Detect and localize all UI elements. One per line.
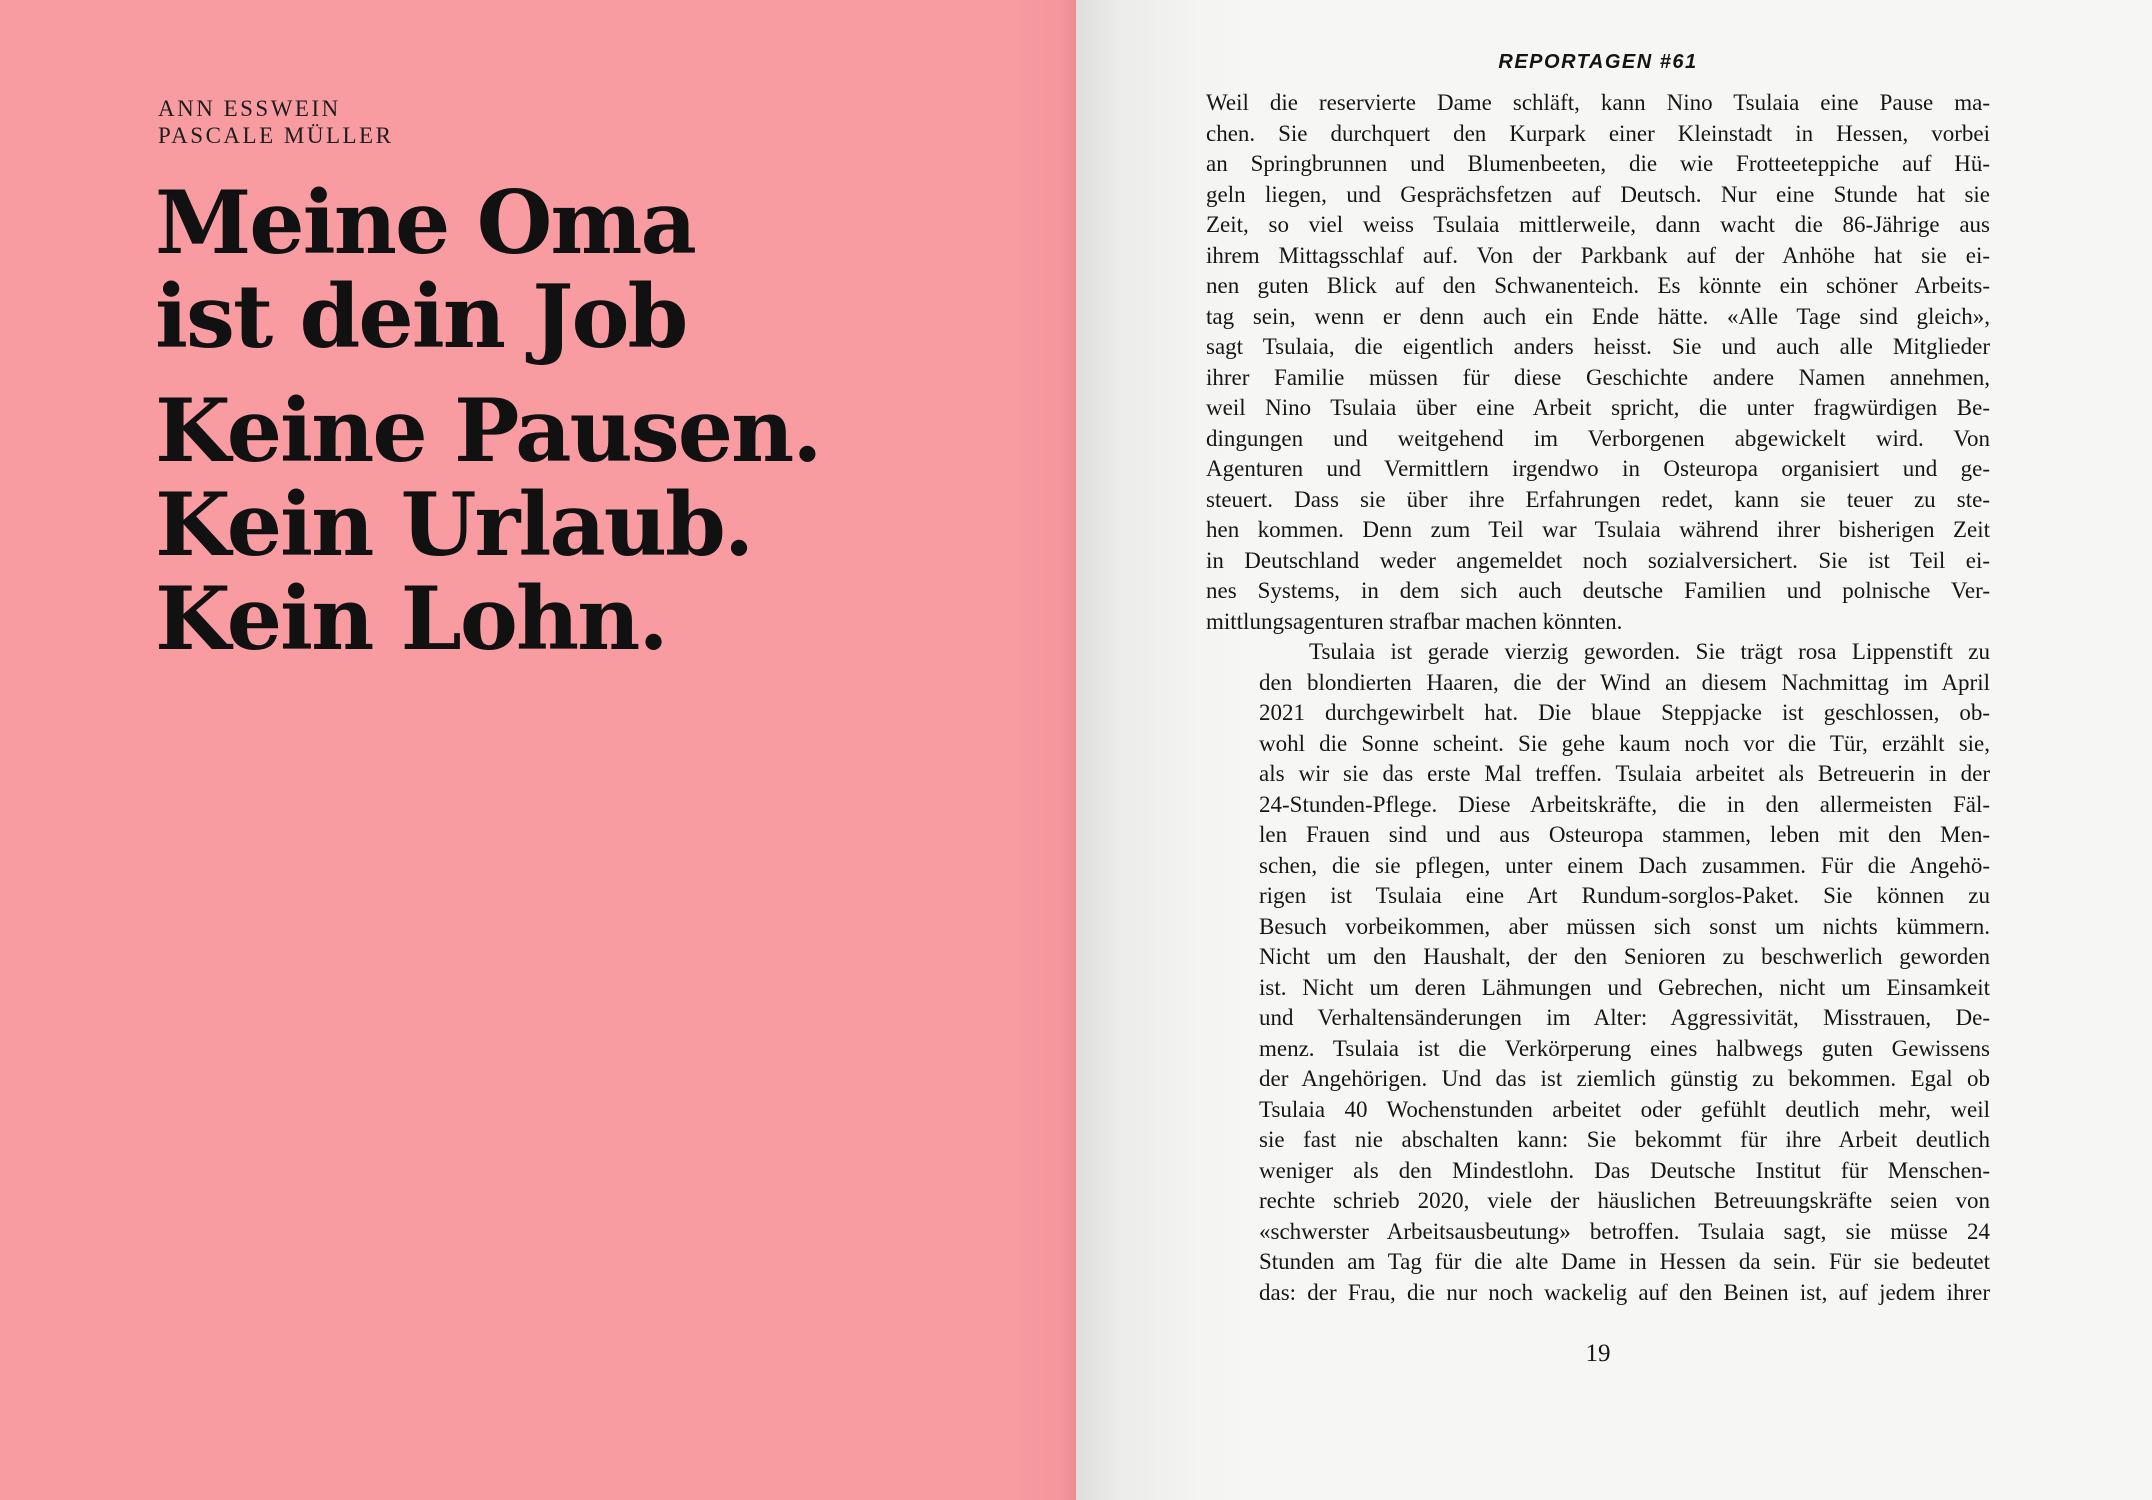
body-line: in Deutschland weder angemeldet noch sozialversichert. Sie ist Teil ei- [1206,547,1990,573]
section-header: REPORTAGEN #61 [1498,51,1698,73]
body-line: Zeit, so viel weiss Tsulaia mittlerweile, dann wacht die 86-Jährige aus [1206,212,1990,237]
body-line: 24-Stunden-Pflege. Diese Arbeitskräfte, die in den allermeisten Fäl- [1259,791,1990,817]
body-line: an Springbrunnen und Blumenbeeten, die wie Frotteeteppiche auf Hü- [1206,151,1990,176]
body-line: schen, die sie pflegen, unter einem Dach zusammen. Für die Angehö- [1259,852,1990,878]
body-line: nes Systems, in dem sich auch deutsche Familien und polnische Ver- [1206,578,1990,603]
body-line: Tsulaia ist gerade vierzig geworden. Sie trägt rosa Lippenstift zu [1309,639,1990,664]
body-line: das: der Frau, die nur noch wackelig auf den Beinen ist, auf jedem ihrer [1259,1279,1990,1305]
article-title-line: ist dein Job [155,265,687,368]
right-page [1076,0,2152,1500]
body-line: sie fast nie abschalten kann: Sie bekommt für ihre Arbeit deutlich [1259,1127,1990,1152]
body-line: sagt Tsulaia, die eigentlich anders heisst. Sie und auch alle Mitglieder [1206,334,1990,359]
body-line: rechte schrieb 2020, viele der häuslichen Betreuungskräfte seien von [1259,1188,1990,1213]
body-line: rigen ist Tsulaia eine Art Rundum-sorglos-Paket. Sie können zu [1259,883,1990,908]
body-line: chen. Sie durchquert den Kurpark einer Kleinstadt in Hessen, vorbei [1206,120,1990,146]
body-line: «schwerster Arbeitsausbeutung» betroffen. Tsulaia sagt, sie müsse 24 [1259,1218,1990,1244]
body-line: Tsulaia 40 Wochenstunden arbeitet oder gefühlt deutlich mehr, weil [1259,1096,1990,1122]
body-line: als wir sie das erste Mal treffen. Tsulaia arbeitet als Betreuerin in der [1259,761,1990,786]
body-line: weniger als den Mindestlohn. Das Deutsche Institut für Menschen- [1259,1157,1990,1183]
body-line: tag sein, wenn er denn auch ein Ende hätte. «Alle Tage sind gleich», [1206,303,1990,329]
body-line: der Angehörigen. Und das ist ziemlich günstig zu bekommen. Egal ob [1259,1066,1990,1091]
body-line: Nicht um den Haushalt, der den Senioren zu beschwerlich geworden [1259,944,1990,969]
body-line: menz. Tsulaia ist die Verkörperung eines halbwegs guten Gewissens [1259,1035,1990,1061]
body-line: 2021 durchgewirbelt hat. Die blaue Steppjacke ist geschlossen, ob- [1259,700,1990,725]
paragraph [1206,88,1990,637]
article-subtitle-line: Kein Urlaub. [155,473,753,576]
body-line: mittlungsagenturen strafbar machen könnten. [1206,608,1623,634]
body-line: Stunden am Tag für die alte Dame in Hessen da sein. Für sie bedeutet [1259,1249,1990,1274]
article-subtitle-line: Keine Pausen. [155,379,821,482]
body-line: wohl die Sonne scheint. Sie gehe kaum noch vor die Tür, erzählt sie, [1259,730,1990,756]
body-line: hen kommen. Denn zum Teil war Tsulaia während ihrer bisherigen Zeit [1206,517,1990,542]
body-line: geln liegen, und Gesprächsfetzen auf Deutsch. Nur eine Stunde hat sie [1206,181,1990,207]
article-subtitle-line: Kein Lohn. [155,567,667,670]
body-line: ihrer Familie müssen für diese Geschichte andere Namen annehmen, [1206,364,1990,390]
body-line: ihrem Mittagsschlaf auf. Von der Parkbank auf der Anhöhe hat sie ei- [1206,242,1990,268]
article-subtitle [155,379,821,670]
article-title [155,171,695,368]
author-name: PASCALE MÜLLER [158,123,394,148]
body-line: und Verhaltensänderungen im Alter: Aggressivität, Misstrauen, De- [1259,1005,1990,1030]
body-line: nen guten Blick auf den Schwanenteich. Es könnte ein schöner Arbeits- [1206,273,1990,298]
page-number: 19 [1585,1340,1611,1367]
paragraph [1259,637,1990,1308]
body-line: Agenturen und Vermittlern irgendwo in Osteuropa organisiert und ge- [1206,456,1990,481]
author-block [158,95,393,149]
body-line: Besuch vorbeikommen, aber müssen sich sonst um nichts kümmern. [1259,913,1990,939]
article-title-line: Meine Oma [155,171,695,274]
body-line: Weil die reservierte Dame schläft, kann Nino Tsulaia eine Pause ma- [1206,90,1990,115]
body-line: steuert. Dass sie über ihre Erfahrungen redet, kann sie teuer zu ste- [1206,486,1990,512]
body-line: dingungen und weitgehend im Verborgenen abgewickelt wird. Von [1206,425,1990,451]
body-text [1206,88,1990,1308]
body-line: weil Nino Tsulaia über eine Arbeit spricht, die unter fragwürdigen Be- [1206,395,1990,420]
body-line: den blondierten Haaren, die der Wind an diesem Nachmittag im April [1259,669,1990,695]
body-line: ist. Nicht um deren Lähmungen und Gebrechen, nicht um Einsamkeit [1259,974,1990,1000]
author-name: ANN ESSWEIN [158,96,341,121]
body-line: len Frauen sind und aus Osteuropa stammen, leben mit den Men- [1259,822,1990,847]
